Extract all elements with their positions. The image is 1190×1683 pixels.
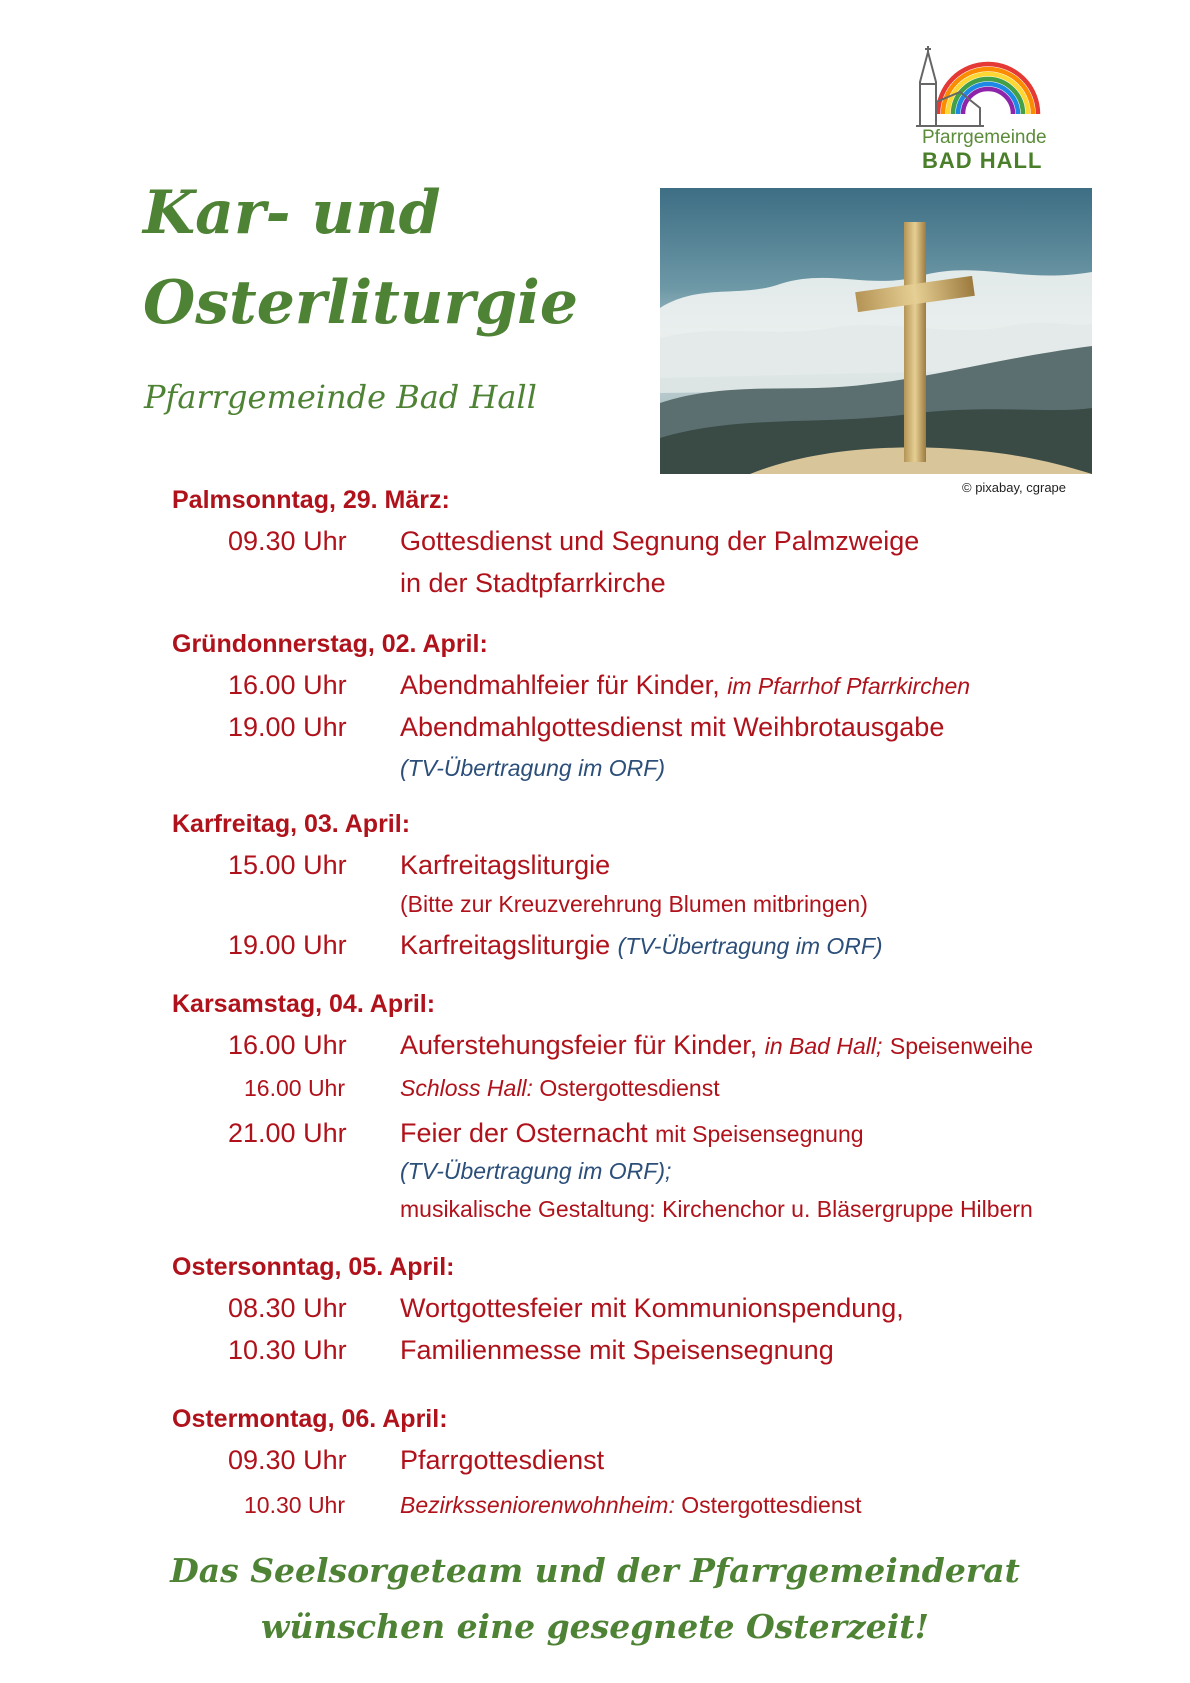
event-time: 09.30 Uhr (228, 1445, 347, 1475)
event-description (400, 670, 970, 701)
event-time: 15.00 Uhr (228, 850, 347, 880)
title-line-1: Kar- und (143, 178, 441, 248)
event-time: 16.00 Uhr (244, 1075, 346, 1101)
event-description: Gottesdienst und Segnung der Palmzweige (400, 526, 920, 556)
event-time: 08.30 Uhr (228, 1293, 347, 1323)
event-description: Abendmahlgottesdienst mit Weihbrotausgabe (400, 712, 945, 742)
event-description: Pfarrgottesdienst (400, 1445, 605, 1475)
title-line-2: Osterliturgie (143, 268, 578, 338)
day-heading-gruendonnerstag: Gründonnerstag, 02. April: (172, 630, 488, 658)
event-description: Wortgottesfeier mit Kommunionspendung, (400, 1293, 904, 1323)
event-location: Schloss Hall: (400, 1075, 533, 1101)
event-title: Auferstehungsfeier für Kinder, (400, 1030, 758, 1060)
event-description (400, 1030, 1033, 1061)
event-location: in Bad Hall; (764, 1033, 883, 1059)
page-subtitle: Pfarrgemeinde Bad Hall (144, 378, 537, 416)
cross-painting-image (660, 188, 1092, 474)
tv-broadcast-note: (TV-Übertragung im ORF) (617, 933, 883, 959)
event-time: 16.00 Uhr (228, 1030, 347, 1060)
tv-broadcast-note: (TV-Übertragung im ORF) (400, 755, 665, 781)
day-heading-ostermontag: Ostermontag, 06. April: (172, 1405, 448, 1433)
event-time: 19.00 Uhr (228, 930, 347, 960)
logo-parish-name: Pfarrgemeinde (922, 127, 1047, 148)
logo-place-name: BAD HALL (922, 148, 1043, 173)
event-time: 10.30 Uhr (228, 1335, 347, 1365)
event-title: Ostergottesdienst (539, 1075, 720, 1101)
event-description: Familienmesse mit Speisensegnung (400, 1335, 834, 1365)
tv-broadcast-note: (TV-Übertragung im ORF); (400, 1158, 672, 1184)
day-heading-ostersonntag: Ostersonntag, 05. April: (172, 1253, 455, 1281)
event-description (400, 930, 883, 961)
page-title (143, 168, 578, 348)
day-heading-palmsonntag: Palmsonntag, 29. März: (172, 486, 450, 514)
event-title: Ostergottesdienst (681, 1492, 862, 1518)
event-title: Abendmahlfeier für Kinder, (400, 670, 720, 700)
music-note: musikalische Gestaltung: Kirchenchor u. Bläsergruppe Hilbern (400, 1196, 1033, 1222)
event-title: Feier der Osternacht (400, 1118, 648, 1148)
event-description (400, 1075, 720, 1102)
event-time: 09.30 Uhr (228, 526, 347, 556)
event-location: im Pfarrhof Pfarrkirchen (727, 673, 971, 699)
event-location: in der Stadtpfarrkirche (400, 568, 666, 598)
event-extra: mit Speisensegnung (655, 1121, 864, 1147)
closing-greeting-line-1: Das Seelsorgeteam und der Pfarrgemeinderat (170, 1551, 1020, 1590)
event-description (400, 1118, 864, 1149)
event-location: Bezirksseniorenwohnheim: (400, 1492, 675, 1518)
event-title: Karfreitagsliturgie (400, 930, 611, 960)
closing-greeting-line-2: wünschen eine gesegnete Osterzeit! (261, 1607, 929, 1646)
event-time: 10.30 Uhr (244, 1492, 346, 1518)
event-time: 21.00 Uhr (228, 1118, 347, 1148)
day-heading-karsamstag: Karsamstag, 04. April: (172, 990, 436, 1018)
event-time: 16.00 Uhr (228, 670, 347, 700)
event-description (400, 1492, 862, 1519)
event-note: (Bitte zur Kreuzverehrung Blumen mitbringen) (400, 891, 868, 917)
event-extra: Speisenweihe (889, 1033, 1034, 1059)
event-description: Karfreitagsliturgie (400, 850, 611, 880)
event-time: 19.00 Uhr (228, 712, 347, 742)
day-heading-karfreitag: Karfreitag, 03. April: (172, 810, 411, 838)
image-credit: © pixabay, cgrape (962, 480, 1067, 495)
